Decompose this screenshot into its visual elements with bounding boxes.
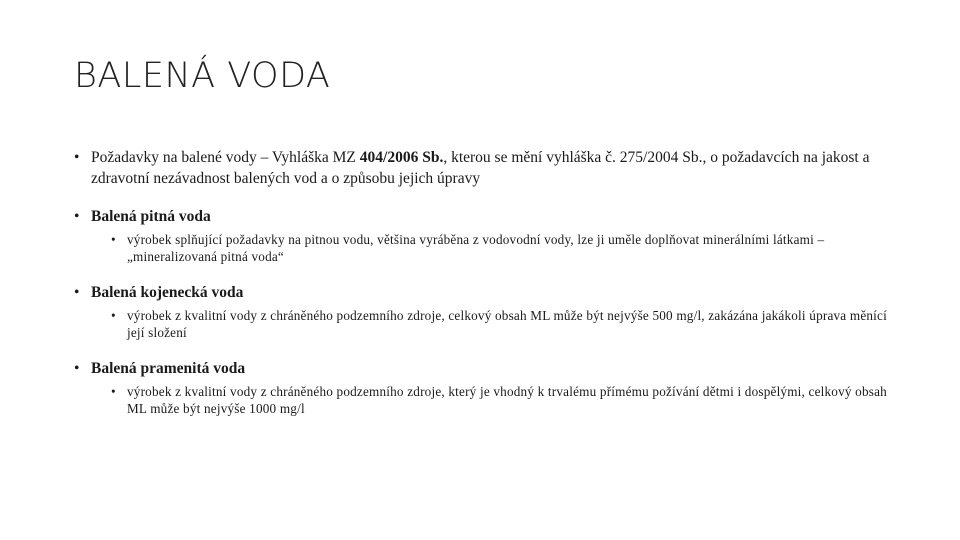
sub-text-kojenecka-voda: výrobek z kvalitní vody z chráněného podzemního zdroje, celkový obsah ML může být nejvýše 500 mg/l, zakázána jakákoli úprava měnící její složení bbox=[127, 308, 887, 340]
bullet-item-kojenecka-voda bbox=[74, 282, 904, 341]
legislation-decree-number: 404/2006 Sb. bbox=[359, 149, 444, 166]
sub-bullet-pramenita-voda bbox=[111, 383, 904, 417]
sub-text-pitna-voda: výrobek splňující požadavky na pitnou vodu, většina vyráběna z vodovodní vody, lze ji uměle doplňovat minerálními látkami – „mineralizovaná pitná voda“ bbox=[127, 232, 825, 264]
bullet-icon: • bbox=[74, 208, 80, 225]
sub-bullet-icon: • bbox=[111, 232, 116, 247]
bullet-heading-pramenita-voda bbox=[74, 358, 904, 379]
bullet-item-pramenita-voda bbox=[74, 358, 904, 417]
heading-pitna-voda: Balená pitná voda bbox=[91, 208, 211, 225]
bullet-icon: • bbox=[74, 284, 80, 301]
bullet-heading-kojenecka-voda bbox=[74, 282, 904, 303]
bullet-legislation bbox=[74, 147, 904, 189]
sub-bullet-icon: • bbox=[111, 384, 116, 399]
legislation-text-post: , kterou se mění vyhláška č. 275/2004 Sb., o požadavcích na jakost a zdravotní nezávadnost balených vod a o způsobu jejich úpravy bbox=[91, 149, 870, 187]
sub-text-pramenita-voda: výrobek z kvalitní vody z chráněného podzemního zdroje, který je vhodný k trvalému přímému požívání dětmi i dospělými, celkový obsah ML může být nejvýše 1000 mg/l bbox=[127, 384, 887, 416]
bullet-icon: • bbox=[74, 149, 80, 166]
sub-bullet-pitna-voda bbox=[111, 231, 904, 265]
sub-bullet-kojenecka-voda bbox=[111, 307, 904, 341]
bullet-item-pitna-voda bbox=[74, 206, 904, 265]
heading-kojenecka-voda: Balená kojenecká voda bbox=[91, 284, 244, 301]
slide-title: BALENÁ VODA bbox=[74, 56, 331, 96]
sub-bullet-icon: • bbox=[111, 308, 116, 323]
bullet-heading-pitna-voda bbox=[74, 206, 904, 227]
bullet-item-legislation bbox=[74, 147, 904, 189]
legislation-text-pre: Požadavky na balené vody – Vyhláška MZ bbox=[91, 149, 360, 166]
bullet-icon: • bbox=[74, 360, 80, 377]
slide-content bbox=[74, 147, 904, 434]
heading-pramenita-voda: Balená pramenitá voda bbox=[91, 360, 246, 377]
